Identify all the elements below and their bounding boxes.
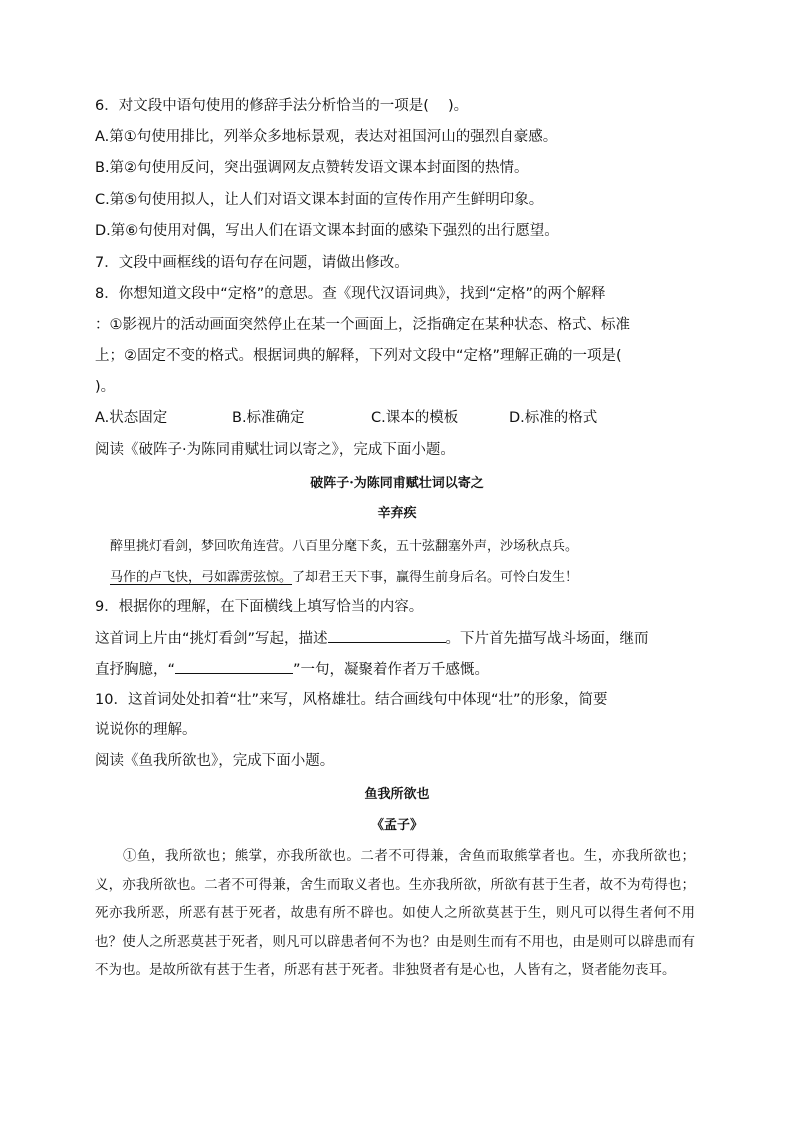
question-9-line-2	[95, 659, 489, 680]
essay-body: ①鱼，我所欲也；熊掌，亦我所欲也。二者不可得兼，舍鱼而取熊掌者也。生，亦我所欲也；义，亦我所欲也。二者不可得兼，舍生而取义者也。生亦我所欲，所欲有甚于生者，故不为苟得也；死亦我所恶，所恶有甚于死者，故患有所不辟也。如使人之所欲莫甚于生，则凡可以得生者何不用也？使人之所恶莫甚于死者，则凡可以辟患者何不为也？由是则生而有不用也，由是则可以辟患而有不为也。是故所欲有甚于生者，所恶有甚于死者。非独贤者有是心也，人皆有之，贤者能勿丧耳。	[95, 848, 695, 978]
question-8-option-d: D.标准的格式	[509, 410, 598, 426]
question-8-option-b: B.标准确定	[232, 410, 305, 426]
poem-line-2-rest: 了却君王天下事，赢得生前身后名。可怜白发生！	[292, 570, 579, 585]
question-8-line-4: )。	[95, 379, 116, 395]
question-8-options	[95, 408, 597, 428]
question-6-option-d: D.第⑥句使用对偶，写出人们在语文课本封面的感染下强烈的出行愿望。	[95, 223, 559, 239]
question-6-option-a: A.第①句使用排比，列举众多地标景观，表达对祖国河山的强烈自豪感。	[95, 129, 558, 145]
q9-text-c: 直抒胸臆，“	[95, 662, 176, 678]
answer-blank-1[interactable]	[328, 628, 446, 643]
question-8-line-3: 上；②固定不变的格式。根据词典的解释，下列对文段中“定格”理解正确的一项是(	[95, 348, 622, 364]
question-8-line-2: ：①影视片的活动画面突然停止在某一个画面上，泛指确定在某种状态、格式、标准	[95, 317, 630, 333]
question-10-line-2: 说说你的理解。	[95, 722, 197, 738]
poem-underlined-sentence: 马作的卢飞快，弓如霹雳弦惊。	[110, 570, 293, 585]
answer-blank-2[interactable]	[175, 659, 293, 674]
question-9-line-1	[95, 628, 649, 649]
question-10-line-1: 10．这首词处处扣着“壮”来写，风格雄壮。结合画线句中体现“壮”的形象，简要	[95, 692, 608, 708]
poem-title: 破阵子·为陈同甫赋壮词以寄之	[310, 476, 484, 491]
question-8-option-c: C.课本的模板	[371, 410, 459, 426]
essay-title: 鱼我所欲也	[364, 787, 430, 802]
q9-text-a: 这首词上片由“挑灯看剑”写起，描述	[95, 631, 328, 647]
question-8-line-1: 8．你想知道文段中“定格”的意思。查《现代汉语词典》，找到“定格”的两个解释	[95, 286, 606, 302]
reading-instruction-poem: 阅读《破阵子·为陈同甫赋壮词以寄之》，完成下面小题。	[95, 442, 455, 458]
essay-author: 《孟子》	[370, 818, 423, 833]
question-6-stem: 6．对文段中语句使用的修辞手法分析恰当的一项是( )。	[95, 98, 469, 114]
question-6-option-b: B.第②句使用反问，突出强调网友点赞转发语文课本封面图的热情。	[95, 160, 529, 176]
poem-author: 辛弃疾	[377, 506, 417, 521]
question-9-stem: 9．根据你的理解，在下面横线上填写恰当的内容。	[95, 599, 424, 615]
question-8-option-a: A.状态固定	[95, 410, 168, 426]
question-6-option-c: C.第⑤句使用拟人，让人们对语文课本封面的宣传作用产生鲜明印象。	[95, 192, 544, 208]
poem-line-1: 醉里挑灯看剑，梦回吹角连营。八百里分麾下炙，五十弦翻塞外声，沙场秋点兵。	[110, 539, 579, 554]
poem-line-2	[110, 566, 578, 585]
reading-instruction-essay: 阅读《鱼我所欲也》，完成下面小题。	[95, 753, 335, 769]
q9-text-b: 。下片首先描写战斗场面，继而	[445, 631, 649, 647]
q9-text-d: ”一句，凝聚着作者万千感慨。	[293, 662, 490, 678]
question-7: 7．文段中画框线的语句存在问题，请做出修改。	[95, 255, 409, 271]
